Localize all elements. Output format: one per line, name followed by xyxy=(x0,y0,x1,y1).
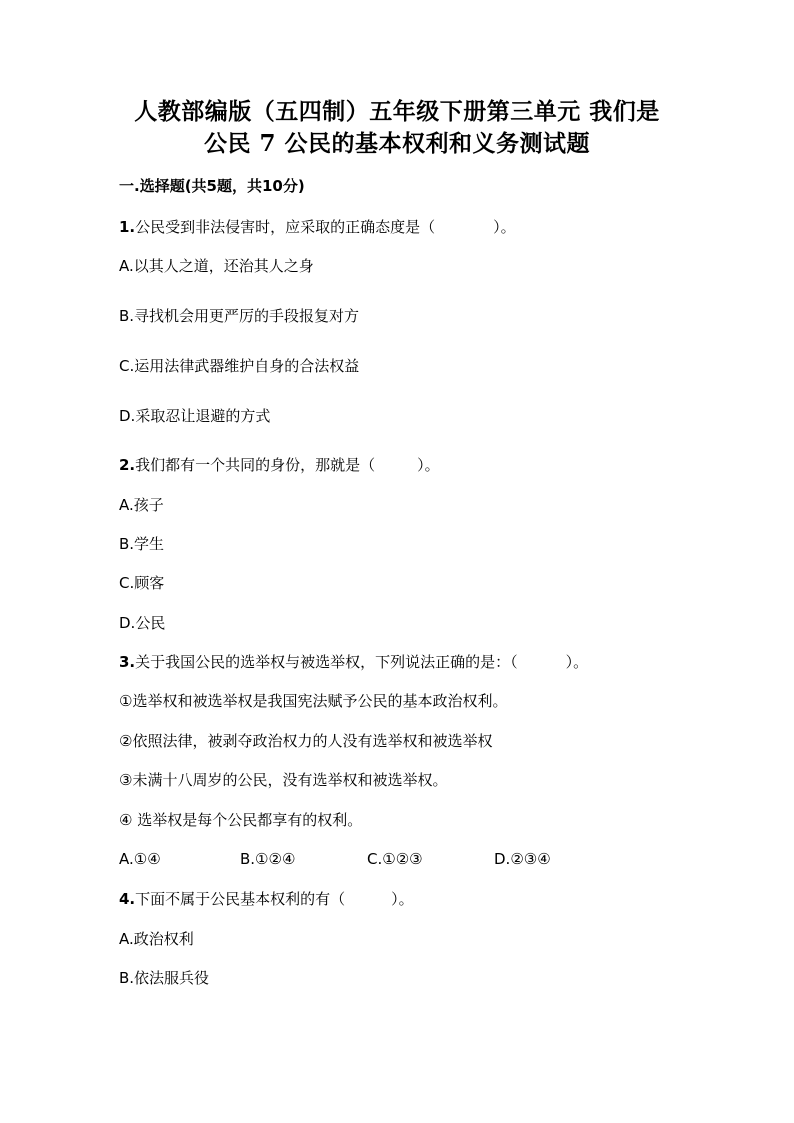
section-heading: 一.选择题(共5题，共10分) xyxy=(119,177,305,195)
question-1-option-a: A.以其人之道，还治其人之身 xyxy=(119,257,314,275)
question-4-text: 下面不属于公民基本权利的有（ xyxy=(135,890,346,908)
question-1-option-b: B.寻找机会用更严厉的手段报复对方 xyxy=(119,307,360,325)
question-1-option-d: D.采取忍让退避的方式 xyxy=(119,407,271,425)
question-2-text: 我们都有一个共同的身份，那就是（ xyxy=(135,456,376,474)
question-3-option-d: D.②③④ xyxy=(494,850,551,868)
question-3-statement-3: ③未满十八周岁的公民，没有选举权和被选举权。 xyxy=(119,771,448,789)
question-4-number: 4. xyxy=(119,890,136,908)
question-4-text-end: ）。 xyxy=(391,890,414,908)
document-title-line-1: 人教部编版（五四制）五年级下册第三单元 我们是 xyxy=(134,98,660,125)
question-3-option-c: C.①②③ xyxy=(367,850,423,868)
question-1-text-end: ）。 xyxy=(493,218,516,236)
question-1-number: 1. xyxy=(119,218,136,236)
question-2-text-end: ）。 xyxy=(417,456,440,474)
question-2-option-c: C.顾客 xyxy=(119,574,165,592)
document-title-line-2: 公民 7 公民的基本权利和义务测试题 xyxy=(203,130,591,157)
question-3-option-a: A.①④ xyxy=(119,850,161,868)
question-4-option-a: A.政治权利 xyxy=(119,930,194,948)
question-3-option-b: B.①②④ xyxy=(240,850,296,868)
question-2-option-d: D.公民 xyxy=(119,614,166,632)
question-3-statement-1: ①选举权和被选举权是我国宪法赋予公民的基本政治权利。 xyxy=(119,692,508,710)
question-2-option-a: A.孩子 xyxy=(119,496,164,514)
question-1-text: 公民受到非法侵害时，应采取的正确态度是（ xyxy=(135,218,436,236)
question-3-text: 关于我国公民的选举权与被选举权，下列说法正确的是：（ xyxy=(135,653,518,671)
question-3-options-row xyxy=(119,849,679,869)
question-2-option-b: B.学生 xyxy=(119,535,165,553)
question-4-stem xyxy=(119,889,414,909)
question-1-option-c: C.运用法律武器维护自身的合法权益 xyxy=(119,357,360,375)
question-3-statement-2: ②依照法律，被剥夺政治权力的人没有选举权和被选举权 xyxy=(119,732,493,750)
question-4-option-b: B.依法服兵役 xyxy=(119,969,210,987)
question-2-number: 2. xyxy=(119,456,136,474)
question-3-statement-4: ④ 选举权是每个公民都享有的权利。 xyxy=(119,811,363,829)
question-2-stem xyxy=(119,455,440,475)
question-3-text-end: ）。 xyxy=(565,653,589,671)
question-3-number: 3. xyxy=(119,653,136,671)
question-1-stem xyxy=(119,217,516,237)
question-3-stem xyxy=(119,652,588,672)
